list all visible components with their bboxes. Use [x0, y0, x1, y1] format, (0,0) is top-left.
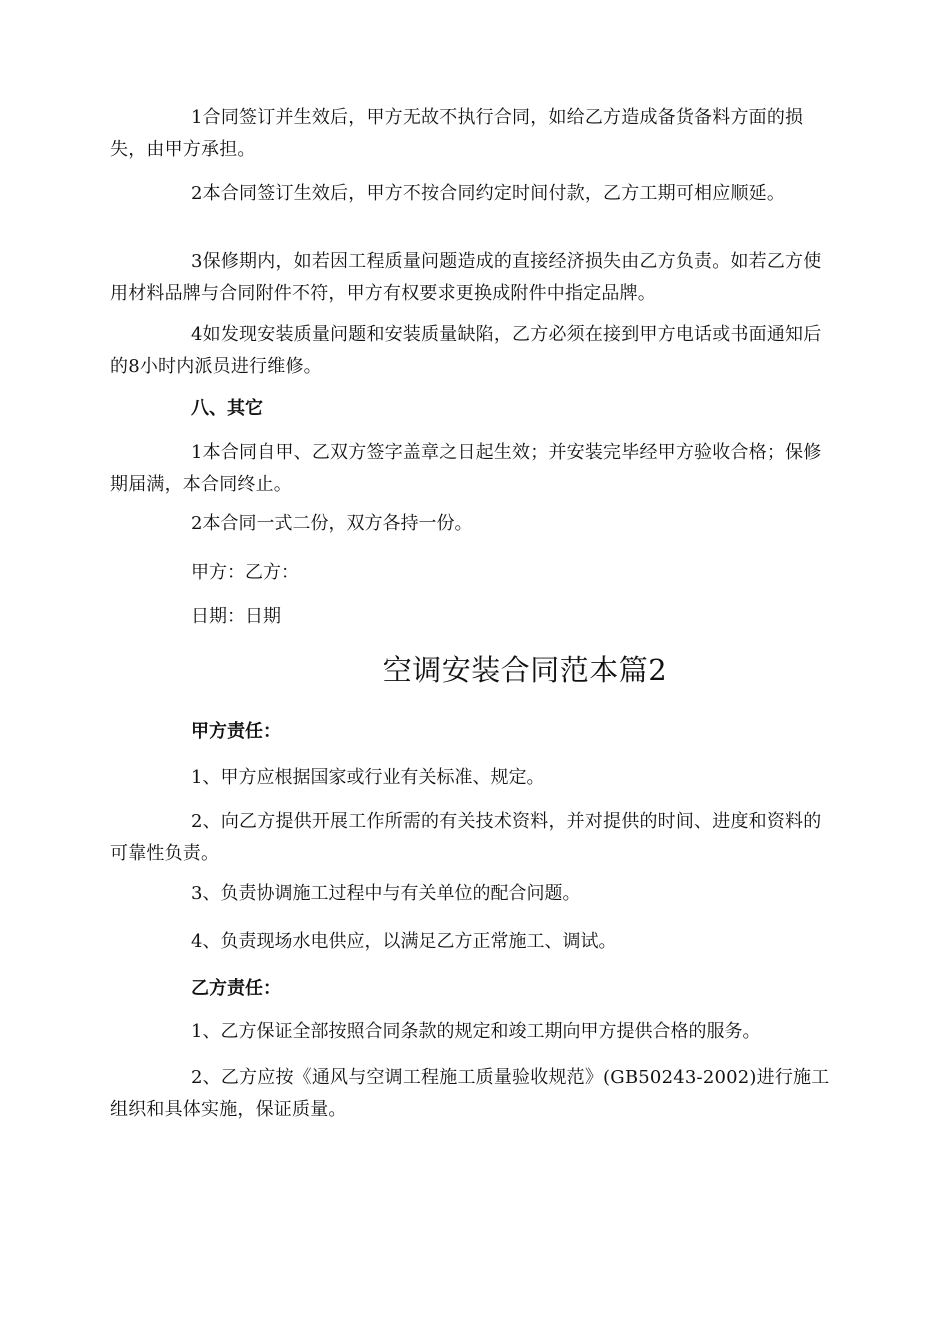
document-title: 空调安装合同范本篇2: [382, 653, 668, 687]
party-b-item-2: 2、乙方应按《通风与空调工程施工质量验收规范》(GB50243-2002)进行施工组织和具体实施，保证质量。: [110, 1067, 830, 1120]
party-a-item-2: 2、向乙方提供开展工作所需的有关技术资料，并对提供的时间、进度和资料的可靠性负责。: [110, 811, 822, 864]
party-b-heading: 乙方责任：: [191, 978, 281, 999]
party-a-item-3: 3、负责协调施工过程中与有关单位的配合问题。: [191, 883, 581, 904]
paragraph-clause-3: 3保修期内，如若因工程质量问题造成的直接经济损失由乙方负责。如若乙方使用材料品牌与合同附件不符，甲方有权要求更换成附件中指定品牌。: [110, 251, 822, 304]
paragraph-clause-1: 1合同签订并生效后，甲方无故不执行合同，如给乙方造成备货备料方面的损失，由甲方承担。: [110, 107, 804, 160]
party-a-item-4: 4、负责现场水电供应，以满足乙方正常施工、调试。: [191, 931, 617, 952]
section-heading-other: 八、其它: [191, 398, 263, 419]
signature-line: 甲方：乙方：: [191, 562, 299, 583]
paragraph-other-2: 2本合同一式二份，双方各持一份。: [191, 513, 473, 534]
party-a-item-1: 1、甲方应根据国家或行业有关标准、规定。: [191, 767, 545, 788]
paragraph-clause-4: 4如发现安装质量问题和安装质量缺陷，乙方必须在接到甲方电话或书面通知后的8小时内派员进行维修。: [110, 324, 822, 377]
party-b-item-1: 1、乙方保证全部按照合同条款的规定和竣工期向甲方提供合格的服务。: [191, 1021, 761, 1042]
paragraph-other-1: 1本合同自甲、乙双方签字盖章之日起生效；并安装完毕经甲方验收合格；保修期届满，本合同终止。: [110, 442, 822, 495]
paragraph-clause-2: 2本合同签订生效后，甲方不按合同约定时间付款，乙方工期可相应顺延。: [191, 183, 786, 204]
date-line: 日期：日期: [191, 606, 281, 627]
party-a-heading: 甲方责任：: [191, 721, 281, 742]
